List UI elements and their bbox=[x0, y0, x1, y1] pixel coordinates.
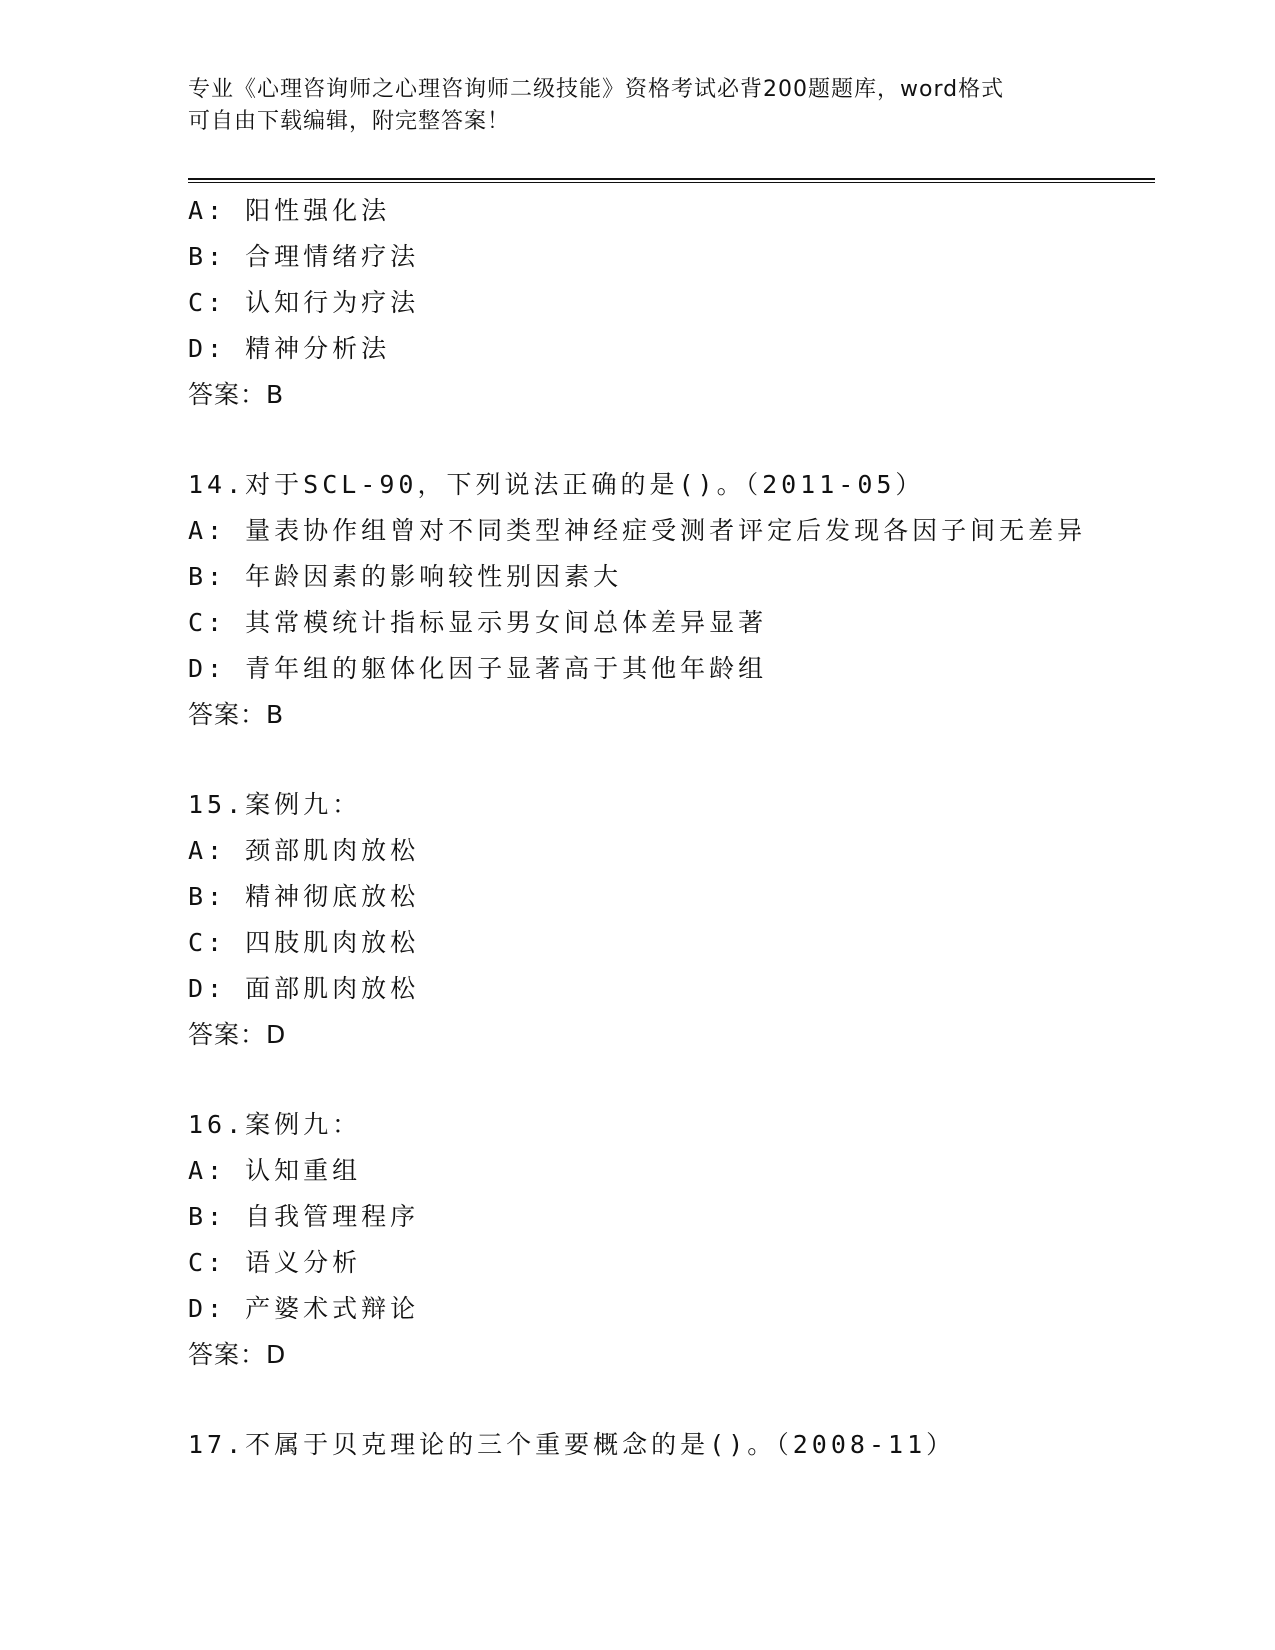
option-c: C: 认知行为疗法 bbox=[188, 288, 420, 317]
option-d: D: 精神分析法 bbox=[188, 334, 391, 363]
option-b: B: 年龄因素的影响较性别因素大 bbox=[188, 562, 623, 591]
header-line-2: 可自由下载编辑，附完整答案！ bbox=[188, 109, 511, 134]
question-text: 17.不属于贝克理论的三个重要概念的是()。（2008-11） bbox=[188, 1430, 956, 1459]
question-block bbox=[188, 462, 1148, 738]
question-block bbox=[188, 1422, 1148, 1468]
question-block bbox=[188, 1102, 1148, 1378]
option-c: C: 语义分析 bbox=[188, 1248, 362, 1277]
question-block bbox=[188, 188, 1148, 418]
option-d: D: 青年组的躯体化因子显著高于其他年龄组 bbox=[188, 654, 768, 683]
option-b: B: 自我管理程序 bbox=[188, 1202, 420, 1231]
question-text: 15.案例九： bbox=[188, 790, 362, 819]
header-line-1: 专业《心理咨询师之心理咨询师二级技能》资格考试必背200题题库，word格式 bbox=[188, 77, 1005, 102]
option-a: A: 阳性强化法 bbox=[188, 196, 391, 225]
answer: 答案：D bbox=[188, 1020, 287, 1049]
option-b: B: 合理情绪疗法 bbox=[188, 242, 420, 271]
question-block bbox=[188, 782, 1148, 1058]
document-header bbox=[188, 74, 1088, 138]
option-d: D: 面部肌肉放松 bbox=[188, 974, 420, 1003]
option-d: D: 产婆术式辩论 bbox=[188, 1294, 420, 1323]
question-text: 16.案例九： bbox=[188, 1110, 362, 1139]
answer: 答案：D bbox=[188, 1340, 287, 1369]
header-divider-thick bbox=[188, 178, 1155, 180]
question-text: 14.对于SCL-90，下列说法正确的是()。（2011-05） bbox=[188, 470, 925, 499]
answer: 答案：B bbox=[188, 700, 285, 729]
option-c: C: 四肢肌肉放松 bbox=[188, 928, 420, 957]
option-a: A: 量表协作组曾对不同类型神经症受测者评定后发现各因子间无差异 bbox=[188, 516, 1087, 545]
answer: 答案：B bbox=[188, 380, 285, 409]
option-a: A: 认知重组 bbox=[188, 1156, 362, 1185]
header-divider-thin bbox=[188, 182, 1155, 183]
option-a: A: 颈部肌肉放松 bbox=[188, 836, 420, 865]
option-b: B: 精神彻底放松 bbox=[188, 882, 420, 911]
question-list bbox=[188, 188, 1148, 1468]
option-c: C: 其常模统计指标显示男女间总体差异显著 bbox=[188, 608, 768, 637]
